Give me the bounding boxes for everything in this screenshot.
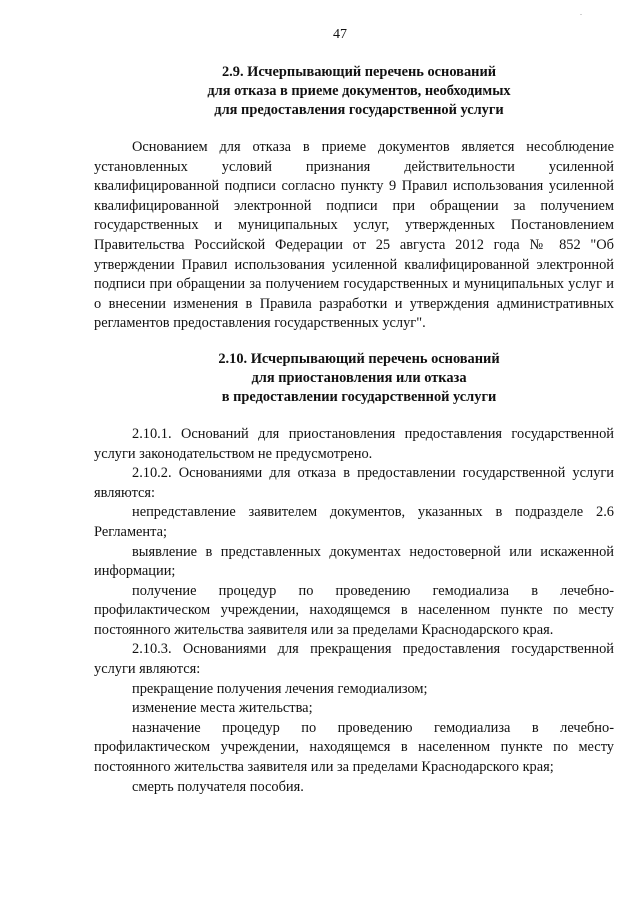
list-item: выявление в представленных документах недостоверной или искаженной информации; [94,543,614,580]
heading-line: 2.10. Исчерпывающий перечень оснований [218,350,500,367]
list-item: непредставление заявителем документов, указанных в подразделе 2.6 Регламента; [94,504,614,540]
heading-line: в предоставлении государственной услуги [221,388,497,405]
list-item: назначение процедур по проведению гемодиализа в лечебно-профилактическом учреждении, находящемся в населенном пункте по месту постоянного жительства заявителя или за пределами Краснодарского края; [94,719,614,776]
heading-line: для отказа в приеме документов, необходимых [207,83,511,99]
section-2-9-paragraph: Основанием для отказа в приеме документов является несоблюдение установленных условий признания действительности усиленной квалифицированной подписи согласно пункту 9 Правил использования усиленной квалифицированной электронной подписи при обращении за получением государственных и муниципальных услуг, утвержденных Постановлением Правительства Российской Федерации от 25 августа 2012 года № 852 "Об утверждении Правил использования усиленной квалифицированной электронной подписи при обращении за получением государственных и муниципальных услуг и о внесении изменения в Правила разработки и утверждения административных регламентов предоставления государственных услуг". [94,139,614,332]
section-2-9-heading [104,63,614,120]
list-item: изменение места жительства; [132,700,313,717]
list-item: прекращение получения лечения гемодиализом; [132,680,428,697]
list-item: получение процедур по проведению гемодиализа в лечебно-профилактическом учреждении, находящемся в населенном пункте по месту постоянного жительства заявителя или за пределами Краснодарского края. [94,582,614,638]
paragraph-2-10-1: 2.10.1. Оснований для приостановления предоставления государственной услуги законодательством не предусмотрено. [94,425,614,462]
page-number: 47 [333,27,347,42]
heading-line: для приостановления или отказа [251,369,467,386]
paragraph-2-10-2: 2.10.2. Основаниями для отказа в предоставлении государственной услуги являются: [94,465,614,501]
section-2-10-heading [104,350,614,407]
document-body [94,63,614,797]
heading-line: 2.9. Исчерпывающий перечень оснований [221,64,497,80]
heading-line: для предоставления государственной услуги [214,102,504,118]
list-item: смерть получателя пособия. [132,778,304,795]
scan-mark: . [580,8,582,17]
paragraph-2-10-3: 2.10.3. Основаниями для прекращения предоставления государственной услуги являются: [94,641,614,678]
